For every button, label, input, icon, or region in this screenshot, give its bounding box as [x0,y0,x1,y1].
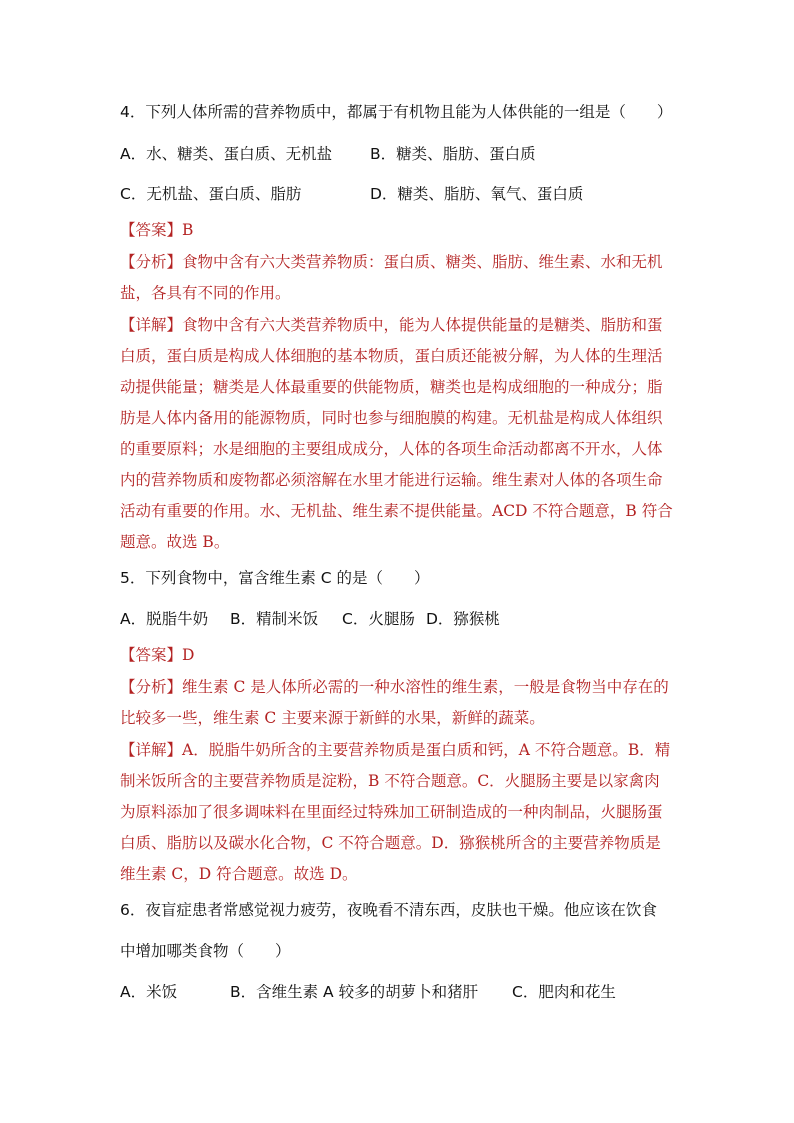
analysis-tag: 【分析】 [120,678,183,696]
question-4-detail-line-1 [120,315,663,335]
answer-tag: 【答案】 [120,221,183,239]
detail-tag: 【详解】 [120,316,183,334]
question-5-detail-line-3: 为原料添加了很多调味料在里面经过特殊加工研制造成的一种肉制品，火腿肠蛋 [120,803,663,821]
question-6-option-a: A．米饭 [120,983,178,1001]
question-5-analysis-line-1 [120,677,669,697]
question-5-detail-line-5: 维生素 C，D 符合题意。故选 D。 [120,865,358,883]
question-6-option-c: C．肥肉和花生 [512,983,616,1001]
detail-text: A．脱脂牛奶所含的主要营养物质是蛋白质和钙，A 不符合题意。B．精 [182,741,671,759]
question-5-detail-line-2: 制米饭所含的主要营养物质是淀粉，B 不符合题意。C．火腿肠主要是以家禽肉 [120,772,660,790]
question-5-option-c: C．火腿肠 [342,610,415,628]
question-4-option-a: A．水、糖类、蛋白质、无机盐 [120,145,333,163]
question-4-analysis-line-1 [120,252,663,272]
question-4-detail-line-8: 题意。故选 B。 [120,533,230,551]
answer-value: B [182,221,194,239]
question-5-detail-line-4: 白质、脂肪以及碳水化合物，C 不符合题意。D．猕猴桃所含的主要营养物质是 [120,834,661,852]
question-5-option-b: B．精制米饭 [230,610,319,628]
question-4-analysis-line-2: 盐，各具有不同的作用。 [120,284,291,302]
question-6-option-b: B．含维生素 A 较多的胡萝卜和猪肝 [230,983,479,1001]
detail-text: 食物中含有六大类营养物质中，能为人体提供能量的是糖类、脂肪和蛋 [182,316,663,334]
question-4-options-row-2 [120,184,583,204]
question-6-options [120,982,616,1002]
question-4-detail-line-4: 肪是人体内备用的能源物质，同时也参与细胞膜的构建。无机盐是构成人体组织 [120,409,663,427]
answer-value: D [182,646,195,664]
question-4-detail-line-2: 白质，蛋白质是构成人体细胞的基本物质，蛋白质还能被分解，为人体的生理活 [120,347,663,365]
question-4-option-d: D．糖类、脂肪、氧气、蛋白质 [370,185,584,203]
question-5-option-d: D．猕猴桃 [426,610,500,628]
question-4-detail-line-7: 活动有重要的作用。水、无机盐、维生素不提供能量。ACD 不符合题意，B 符合 [120,502,673,520]
question-6-stem-line-1: 6．夜盲症患者常感觉视力疲劳，夜晚看不清东西，皮肤也干燥。他应该在饮食 [120,901,657,919]
answer-tag: 【答案】 [120,646,183,664]
analysis-tag: 【分析】 [120,253,183,271]
question-6-stem-line-2: 中增加哪类食物（ ） [120,942,291,960]
question-4-detail-line-5: 的重要原料；水是细胞的主要组成成分，人体的各项生命活动都离不开水，人体 [120,440,663,458]
question-5-stem: 5．下列食物中，富含维生素 C 的是（ ） [120,569,430,587]
analysis-text: 维生素 C 是人体所必需的一种水溶性的维生素，一般是食物当中存在的 [182,678,669,696]
question-4-options-row-1 [120,144,536,164]
question-4-stem: 4．下列人体所需的营养物质中，都属于有机物且能为人体供能的一组是（ ） [120,103,673,121]
question-4-detail-line-3: 动提供能量；糖类是人体最重要的供能物质，糖类也是构成细胞的一种成分；脂 [120,378,663,396]
question-4-answer [120,220,193,240]
analysis-text: 食物中含有六大类营养物质：蛋白质、糖类、脂肪、维生素、水和无机 [182,253,663,271]
question-5-options [120,609,500,629]
question-4-option-c: C．无机盐、蛋白质、脂肪 [120,185,302,203]
question-5-answer [120,645,194,665]
question-4-detail-line-6: 内的营养物质和废物都必须溶解在水里才能进行运输。维生素对人体的各项生命 [120,471,663,489]
detail-tag: 【详解】 [120,741,183,759]
question-4-option-b: B．糖类、脂肪、蛋白质 [370,145,536,163]
question-5-detail-line-1 [120,740,670,760]
question-5-analysis-line-2: 比较多一些，维生素 C 主要来源于新鲜的水果，新鲜的蔬菜。 [120,709,545,727]
question-5-option-a: A．脱脂牛奶 [120,610,209,628]
